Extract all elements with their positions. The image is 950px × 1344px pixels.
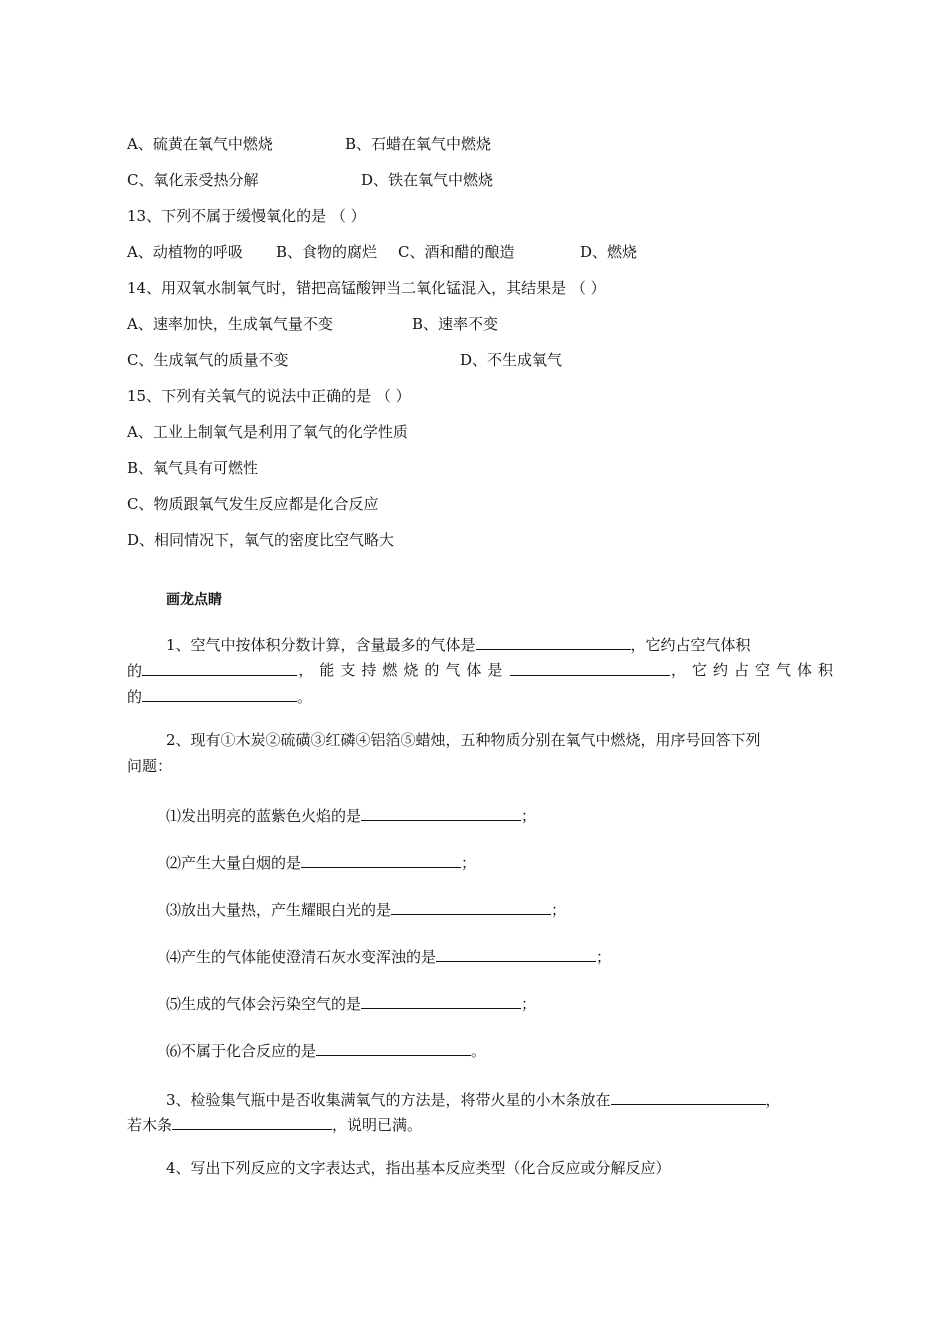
q15-option-a: A、工业上制氧气是利用了氧气的化学性质 (127, 423, 408, 441)
q12-option-a: A、硫黄在氧气中燃烧 (127, 135, 273, 153)
section-title: 画龙点睛 (166, 592, 222, 608)
q12-option-c: C、氧化汞受热分解 (127, 171, 259, 189)
answer-blank[interactable] (361, 993, 521, 1009)
answer-blank[interactable] (142, 660, 297, 676)
answer-blank[interactable] (611, 1089, 766, 1105)
answer-blank[interactable] (301, 852, 461, 868)
q15-option-b: B、氧气具有可燃性 (127, 459, 259, 477)
q13-option-c: C、酒和醋的酿造 (398, 243, 515, 261)
fill3-line2: 若木条 ，说明已满。 (127, 1116, 423, 1134)
fill2-sub2: ⑵产生大量白烟的是 ； (166, 854, 477, 872)
q15-stem: 15、下列有关氧气的说法中正确的是 （ ） (127, 387, 411, 405)
fill2-sub4: ⑷产生的气体能使澄清石灰水变浑浊的是 ； (166, 948, 612, 966)
q14-stem: 14、用双氧水制氧气时，错把高锰酸钾当二氧化锰混入，其结果是 （ ） (127, 279, 606, 297)
fill1-text-d: ，能支持燃烧的气体是 (298, 661, 509, 679)
fill1-line1 (166, 634, 751, 655)
fill2-sub6: ⑹不属于化合反应的是 。 (166, 1042, 487, 1060)
answer-blank[interactable] (142, 686, 297, 702)
q13-option-b: B、食物的腐烂 (276, 243, 378, 261)
fill1-text-c: 的 (127, 660, 297, 681)
q13-stem: 13、下列不属于缓慢氧化的是 （ ） (127, 207, 366, 225)
answer-blank[interactable] (391, 899, 551, 915)
fill2-sub5: ⑸生成的气体会污染空气的是 ； (166, 995, 537, 1013)
fill1-text-e: ，它约占空气体积 (670, 661, 839, 679)
fill2-line2: 问题： (127, 757, 173, 775)
q12-option-d: D、铁在氧气中燃烧 (361, 171, 494, 189)
q13-option-a: A、动植物的呼吸 (127, 243, 243, 261)
fill1-text-b: ，它约占空气体积 (630, 636, 751, 654)
answer-blank[interactable] (436, 946, 596, 962)
fill1-text-a: 1、空气中按体积分数计算，含量最多的气体是 (166, 636, 476, 654)
q14-option-d: D、不生成氧气 (460, 351, 563, 369)
fill2-sub3: ⑶放出大量热，产生耀眼白光的是 ； (166, 901, 567, 919)
fill1-line3: 的 。 (127, 688, 313, 706)
q15-option-c: C、物质跟氧气发生反应都是化合反应 (127, 495, 379, 513)
answer-blank[interactable] (476, 634, 631, 650)
q14-option-c: C、生成氧气的质量不变 (127, 351, 289, 369)
q13-option-d: D、燃烧 (580, 243, 638, 261)
q12-option-b: B、石蜡在氧气中燃烧 (345, 135, 492, 153)
fill2-sub1: ⑴发出明亮的蓝紫色火焰的是 ； (166, 807, 537, 825)
q14-option-a: A、速率加快，生成氧气量不变 (127, 315, 333, 333)
fill4-line: 4、写出下列反应的文字表达式，指出基本反应类型（化合反应或分解反应） (166, 1159, 671, 1177)
q14-option-b: B、速率不变 (412, 315, 499, 333)
q15-option-d: D、相同情况下，氧气的密度比空气略大 (127, 531, 395, 549)
fill1-line2 (127, 660, 839, 681)
answer-blank[interactable] (172, 1114, 332, 1130)
fill3-line1: 3、检验集气瓶中是否收集满氧气的方法是，将带火星的小木条放在 ， (166, 1091, 781, 1109)
answer-blank[interactable] (510, 660, 670, 676)
fill2-line1: 2、现有①木炭②硫磺③红磷④铝箔⑤蜡烛，五种物质分别在氧气中燃烧，用序号回答下列 (166, 731, 761, 749)
answer-blank[interactable] (316, 1040, 471, 1056)
answer-blank[interactable] (361, 805, 521, 821)
